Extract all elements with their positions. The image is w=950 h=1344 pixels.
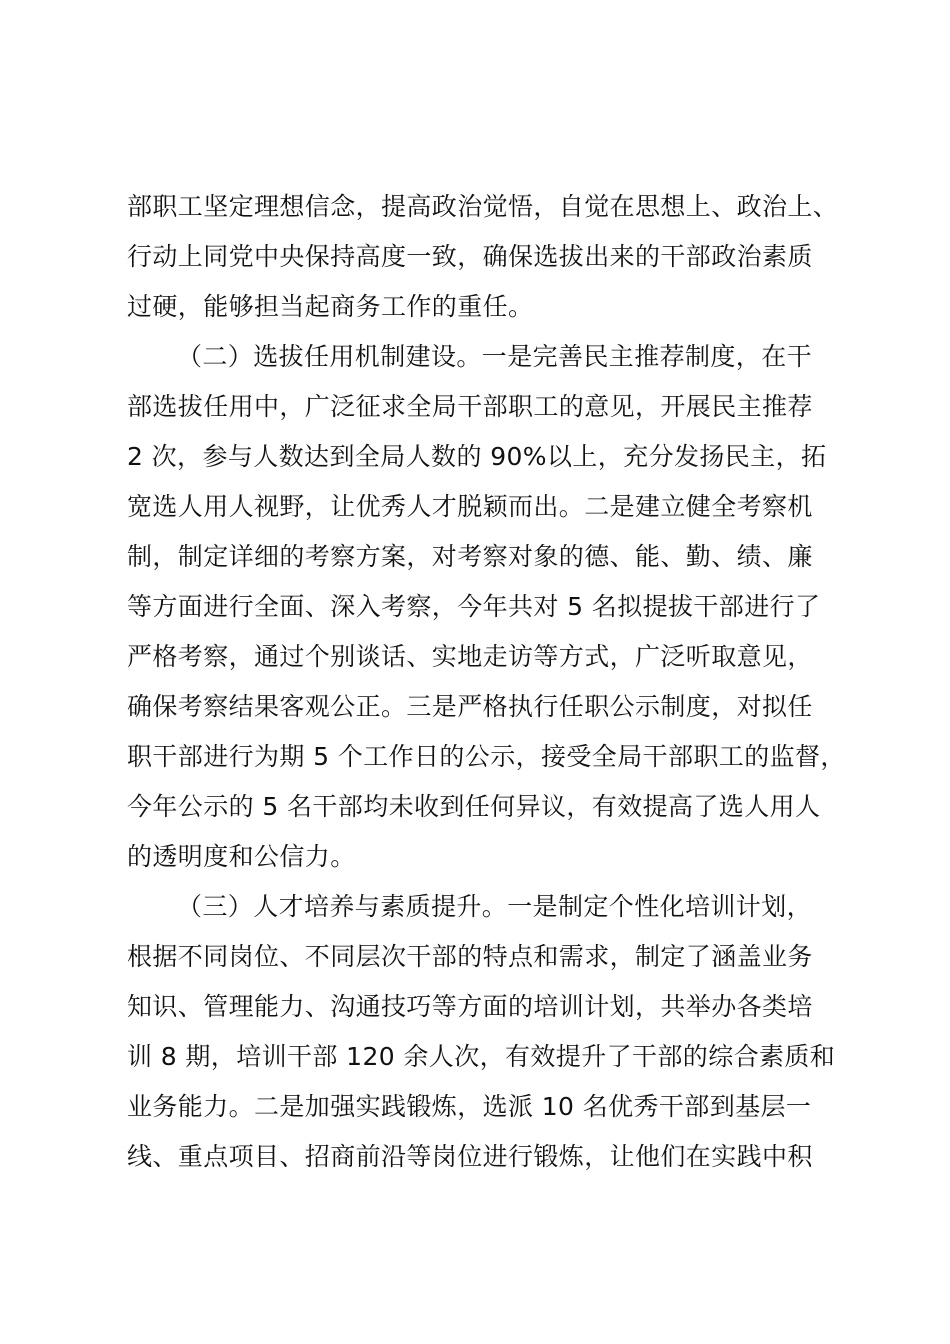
text-line: 职干部进行为期 5 个工作日的公示，接受全局干部职工的监督， <box>127 742 846 771</box>
text-line: 线、重点项目、招商前沿等岗位进行锻炼，让他们在实践中积 <box>127 1142 813 1171</box>
text-line: 制，制定详细的考察方案，对考察对象的德、能、勤、绩、廉 <box>127 542 813 571</box>
text-line: 今年公示的 5 名干部均未收到任何异议，有效提高了选人用人 <box>127 792 821 821</box>
text-line: 等方面进行全面、深入考察，今年共对 5 名拟提拔干部进行了 <box>127 592 821 621</box>
text-line: 行动上同党中央保持高度一致，确保选拔出来的干部政治素质 <box>127 242 813 271</box>
text-line: 确保考察结果客观公正。三是严格执行任职公示制度，对拟任 <box>127 692 813 721</box>
text-line: 部职工坚定理想信念，提高政治觉悟，自觉在思想上、政治上、 <box>127 192 839 221</box>
text-line: 业务能力。二是加强实践锻炼，选派 10 名优秀干部到基层一 <box>127 1092 812 1121</box>
text-line: 过硬，能够担当起商务工作的重任。 <box>127 292 534 321</box>
section-heading-line: （二）选拔任用机制建设。一是完善民主推荐制度，在干 <box>177 342 813 371</box>
text-line: 的透明度和公信力。 <box>127 842 356 871</box>
text-line: 知识、管理能力、沟通技巧等方面的培训计划，共举办各类培 <box>127 992 813 1021</box>
text-line: 训 8 期，培训干部 120 余人次，有效提升了干部的综合素质和 <box>127 1042 836 1071</box>
text-line: 2 次，参与人数达到全局人数的 90%以上，充分发扬民主，拓 <box>127 442 827 471</box>
text-line: 宽选人用人视野，让优秀人才脱颖而出。二是建立健全考察机 <box>127 492 813 521</box>
text-line: 根据不同岗位、不同层次干部的特点和需求，制定了涵盖业务 <box>127 942 813 971</box>
text-line: 严格考察，通过个别谈话、实地走访等方式，广泛听取意见， <box>127 642 813 671</box>
text-line: 部选拔任用中，广泛征求全局干部职工的意见，开展民主推荐 <box>127 392 813 421</box>
body-text <box>127 182 867 1182</box>
section-heading-line: （三）人才培养与素质提升。一是制定个性化培训计划， <box>177 892 813 921</box>
